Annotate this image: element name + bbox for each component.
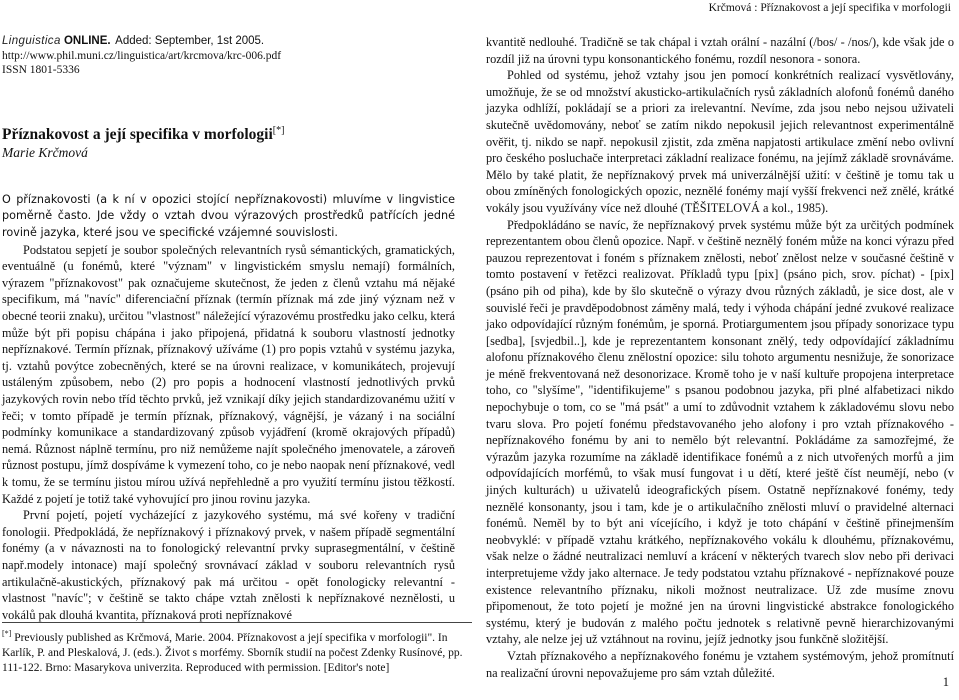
body-paragraph-3: kvantitě nedlouhé. Tradičně se tak chápal i vztah orální - nazální (/bos/ - /nos/), kde však jde o rozdíl již na úrovni typu konsonantického fonému, rozdíl nesonora - sonora.: [486, 35, 954, 66]
article-title: [2, 123, 455, 144]
right-column: [486, 34, 954, 681]
journal-brand: [2, 34, 455, 49]
title-footnote-ref[interactable]: [*]: [272, 124, 285, 136]
journal-issn: ISSN 1801-5336: [2, 64, 80, 76]
journal-logo: Linguistica: [2, 35, 61, 47]
journal-online-label: ONLINE.: [63, 35, 111, 47]
body-paragraph-5: Předpokládáno se navíc, že nepříznakový prvek systému může být za určitých podmínek reprezentantem obou členů opozice. Např. v češtině neznělý foném může na konci výrazu před pauzou reprezentovat i foném s příznakem znělosti, neboť znělost nelze v současné češtině v tomto postavení v řetězci realizovat. Příkladů typu [pix] (psáno pich, srov. píchat) - [pix] (psáno pih od piha), kde by šlo skutečně o výrazy dvou různých základů, je sice dost, ale v souvislé řeči je pravděpodobnost záměny malá, tedy i výhoda chápání jedné zvukové realizace jako odpovídající různým fonémům, je sporná. Protiargumentem jsou případy sonorizace typu [sedba], [svjedbil..], kde je reprezentantem konsonant znělý, tedy odpovídající základnímu alofonu příznakového členu znělostní opozice: silu tohoto argumentu nesnižuje, že sonorizace je méně frekventovaná než desonorizace. Kromě toho je v naší kultuře propojena interpretace toho, co "slyšíme", "identifikujeme" s psanou podobnou jazyka, při plné alfabetizaci nikdo nepochybuje o tom, co se "má psát" a umí to zdůvodnit vztahem k základovému slovu nebo tvaru slova. Pro pojetí fonému představovaného jeho alofony i pro vztah příznakového - nepříznakového fonému by ani to nemělo být relevantní. Pokládáme za samozřejmé, že výrazům jazyka rozumíme na základě identifikace fonémů a z nich utvořených morfů a jim odpovídajících morfémů, to však musí fungovat i u dětí, které ještě číst neumějí, nebo (v jiných kulturách) u uživatelů ideografických písem. Ostatně nepříznakové fonémy, tedy neznělé konsonanty, jsou i tam, kde je o artikulačního znělosti mluví o pravidelné alternaci fonémů. Neměl by to být ani vícejícího, i když je toto chápání v češtině přinejmenším neobvyklé: v případě vztahu krátkého, nepříznakového vokálu k dlouhému, příznakovému, však nelze o žádné neutralizaci nemluví a krácení v některých tvarech slov nebo při derivaci interpretujeme vždy jako alternace. Je tedy podstatou vztahu příznakové - nepříznakové pouze existence relevantního příznaku, nikoli možnost neutralizace. Už zde musíme znovu připomenout, že toto pojetí je možné jen na úrovni lingvistické abstrakce fonologického systému, který je budován z malého počtu jednotek s relativně pevně hierarchizovanými vztahy, ale nelze jej už vztáhnout na rovinu, jejíž jednotky jsou funkčně složitější.: [486, 217, 954, 647]
page-number: 1: [942, 675, 949, 689]
left-column: [2, 34, 455, 623]
journal-added-date: Added: September, 1st 2005.: [115, 35, 265, 47]
journal-url[interactable]: http://www.phil.muni.cz/linguistica/art/krcmova/krc-006.pdf: [2, 49, 282, 62]
article-author: Marie Krčmová: [2, 145, 88, 161]
body-paragraph-4: Pohled od systému, jehož vztahy jsou jen pomocí konkrétních realizací vysvětlovány, umožňuje, že se od množství akusticko-artikulačních rysů základních alofonů fonémů daného jazyka odhlíží, pokládají se a priori za irelevantní. Nevíme, zda jsou nebo nejsou uživateli skutečně uvědomovány, neboť se zatím nikdo nepokusil jejich relevantnost experimentálně ověřit, tj. nikdo se např. nepokusil zjistit, zda změna napjatosti artikulace změní nebo ovlivní pro českého posluchače interpretaci základní realizace fonému, na jejímž základě srovnáváme. Mělo by také platit, že nepříznakový prvek má univerzálnější užití: v češtině je tomu tak u obou zmíněných fonologických opozic, neznělé fonémy mají vyšší frekvenci než znělé, krátké vokály jsou využívány více než dlouhé (TĚŠITELOVÁ a kol., 1985).: [486, 68, 954, 215]
footnote: [2, 622, 472, 676]
body-paragraph-2: První pojetí, pojetí vycházející z jazykového systému, má své kořeny v tradiční fonologii. Předpokládá, že nepříznakový i příznakový prvek, v našem případě segmentální fonémy (a v návaznosti na to fonologický relevantní prvky suprasegmentální, v češtině např.modely intonace) mají společný srovnávací základ v souboru relevantních rysů artikulačně-akustických, příznakový pak má určitou - opět fonologicky relevantní - vlastnost "navíc"; v češtině se takto chápe vztah znělosti k nepříznakové neznělosti, u vokálů pak dlouhá kvantita, příznaková proti nepříznakové: [2, 508, 455, 622]
abstract: [2, 192, 455, 242]
body-paragraph-1: Podstatou sepjetí je soubor společných relevantních rysů sémantických, gramatických, eventuálně (u fonémů, které "význam" v lingvistickém smyslu nemají) formálních, výrazem "příznakovost" pak označujeme skutečnost, že jeden z členů vztahu má nějaké specifikum, má "navíc" diferenciační příznak (termín příznak má zde jiný význam než v obecné teorii znaku), určitou "vlastnost" náležející výrazovému prostředku jako celku, která může být při popisu chápána i jako připojená, přidatná k souboru vlastností jednotky nepříznakové. Termín příznak, příznakový užíváme (1) pro popis vztahů v systému jazyka, tj. vztahů povýtce zobecněných, které se na úrovni realizace, v komunikátech, projevují ustáleným způsobem, nebo (2) pro popis a hodnocení vlastností jednotlivých prvků jazykových rovin nebo tříd těchto prvků, jež vznikají díky jejich standardizovanému užití v řeči; v tomto případě je termín příznak, příznakový, vágnější, je vázaný i na sociální podmínky komunikace a standardizovaný způsob vyjádření (kromě okrajových případů) nemá. Různost náplně termínu, pro niž nemůžeme najít společného jmenovatele, a zároveň různost postupu, jímž dospíváme k vymezení toho, co je nebo naopak není příznakové, vedl k tomu, že se termínu jistou mírou užívá nepřehledně a pro využití termínu jistou těžkostí. Každé z pojetí je totiž také vyhovující pro jinou rovinu jazyka.: [2, 242, 455, 506]
footnote-text: Previously published as Krčmová, Marie. 2004. Příznakovost a její specifika v morfologii". In Karlík, P. and Pleskalová, J. (eds.). Život s morfémy. Sborník studií na počest Zdenky Rusínové, pp. 111-122. Brno: Masarykova univerzita. Reproduced with permission. [Editor's note]: [2, 631, 463, 674]
abstract-text: O příznakovosti (a k ní v opozici stojící nepříznakovosti) mluvíme v lingvistice poměrně často. Jde vždy o vztah dvou výrazových prostředků patřících jedné rovině jazyka, které jsou ve specifické vzájemné souvislosti.: [2, 192, 455, 240]
article-title-text: Příznakovost a její specifika v morfologii: [2, 125, 273, 143]
footnote-marker: [*]: [2, 629, 12, 638]
body-paragraph-6: Vztah příznakového a nepříznakového fonému je vztahem systémovým, jehož promítnutí na realizační úrovni nepovažujeme pro sám vztah důležité.: [486, 648, 954, 680]
running-header: Krčmová : Příznakovost a její specifika v morfologii: [708, 2, 951, 14]
